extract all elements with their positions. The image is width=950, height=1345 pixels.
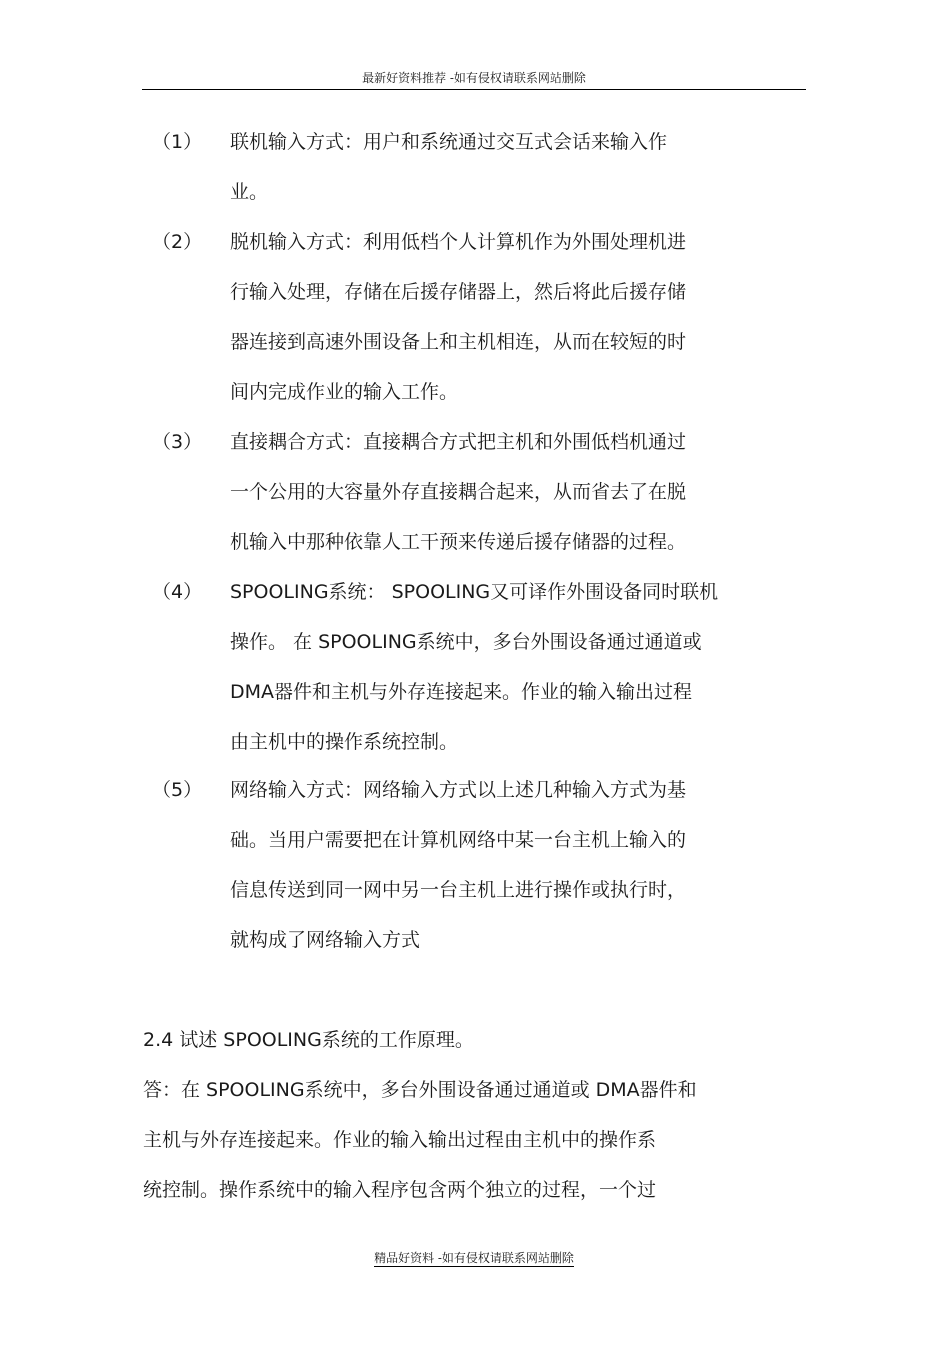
page-header: 最新好资料推荐 -如有侵权请联系网站删除 xyxy=(362,71,586,85)
question-heading: 2.4 试述 SPOOLING系统的工作原理。 xyxy=(143,1029,474,1051)
item-1-line-1: 联机输入方式：用户和系统通过交互式会话来输入作 xyxy=(230,131,668,153)
item-2-line-4: 间内完成作业的输入工作。 xyxy=(230,381,459,403)
item-2-line-1: 脱机输入方式：利用低档个人计算机作为外围处理机进 xyxy=(230,231,687,253)
answer-line-1: 答：在 SPOOLING系统中，多台外围设备通过通道或 DMA器件和 xyxy=(143,1079,697,1101)
item-4-line-2: 操作。 在 SPOOLING系统中，多台外围设备通过通道或 xyxy=(230,631,702,653)
item-5-line-4: 就构成了网络输入方式 xyxy=(230,929,421,951)
item-number-5: （5） xyxy=(152,779,203,801)
item-3-line-2: 一个公用的大容量外存直接耦合起来，从而省去了在脱 xyxy=(230,481,687,503)
item-2-line-2: 行输入处理，存储在后援存储器上，然后将此后援存储 xyxy=(230,281,687,303)
item-number-3: （3） xyxy=(152,431,203,453)
item-number-2: （2） xyxy=(152,231,203,253)
item-2-line-3: 器连接到高速外围设备上和主机相连，从而在较短的时 xyxy=(230,331,687,353)
item-1-line-2: 业。 xyxy=(230,181,269,203)
item-5-line-1: 网络输入方式：网络输入方式以上述几种输入方式为基 xyxy=(230,779,687,801)
item-3-line-1: 直接耦合方式：直接耦合方式把主机和外围低档机通过 xyxy=(230,431,687,453)
item-4-line-1: SPOOLING系统： SPOOLING又可译作外围设备同时联机 xyxy=(230,581,719,603)
item-4-line-3: DMA器件和主机与外存连接起来。作业的输入输出过程 xyxy=(230,681,693,703)
header-rule xyxy=(142,89,806,90)
item-5-line-2: 础。当用户需要把在计算机网络中某一台主机上输入的 xyxy=(230,829,687,851)
item-number-1: （1） xyxy=(152,131,203,153)
page-footer xyxy=(142,1250,806,1266)
answer-line-3: 统控制。操作系统中的输入程序包含两个独立的过程，一个过 xyxy=(143,1179,657,1201)
item-3-line-3: 机输入中那种依靠人工干预来传递后援存储器的过程。 xyxy=(230,531,687,553)
answer-line-2: 主机与外存连接起来。作业的输入输出过程由主机中的操作系 xyxy=(143,1129,657,1151)
footer-text: 精品好资料 -如有侵权请联系网站删除 xyxy=(374,1251,574,1265)
item-4-line-4: 由主机中的操作系统控制。 xyxy=(230,731,459,753)
item-number-4: （4） xyxy=(152,581,203,603)
item-5-line-3: 信息传送到同一网中另一台主机上进行操作或执行时， xyxy=(230,879,687,901)
